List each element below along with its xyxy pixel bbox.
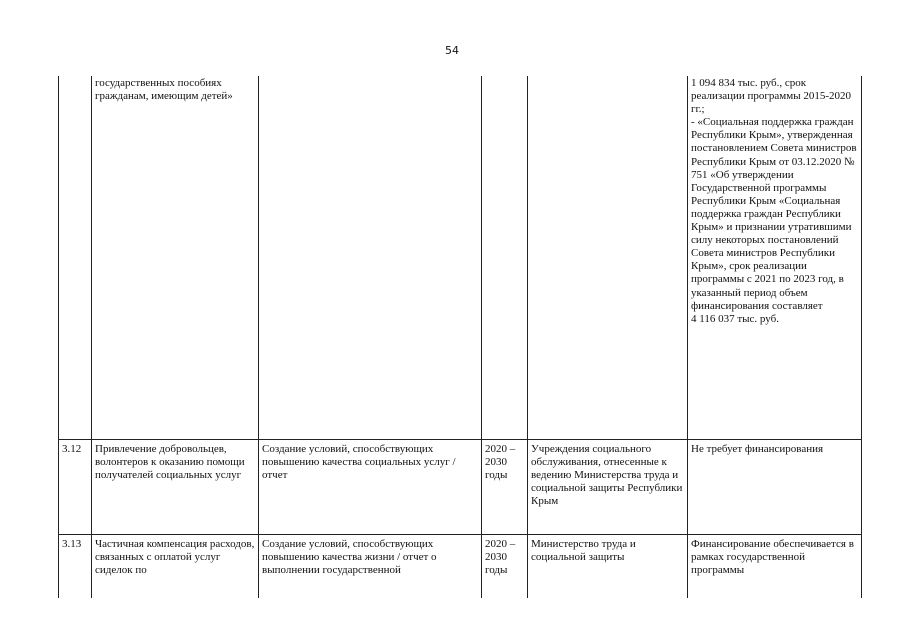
cell-executor: Учреждения социального обслуживания, отнесенные к ведению Министерства труда и социальной защиты Республики Крым bbox=[528, 440, 688, 535]
cell-num: 3.12 bbox=[59, 440, 92, 535]
cell-action: Частичная компенсация расходов, связанных с оплатой услуг сиделок по bbox=[92, 535, 259, 599]
cell-finance: 1 094 834 тыс. руб., срок реализации программы 2015-2020 гг.; - «Социальная поддержка граждан Республики Крым», утвержденная постановлением Совета министров Республики Крым от 03.12.2020 № 751 «Об утверждении Государственной программы Республики Крым «Социальная поддержка граждан Республики Крым» и признании утратившими силу некоторых постановлений Совета министров Республики Крым», срок реализации программы с 2021 по 2023 год, в указанный период объем финансирования составляет 4 116 037 тыс. руб. bbox=[688, 76, 862, 440]
table-row bbox=[59, 76, 862, 440]
cell-action: государственных пособиях гражданам, имеющим детей» bbox=[92, 76, 259, 440]
page-number: 54 bbox=[445, 44, 459, 57]
cell-num: 3.13 bbox=[59, 535, 92, 599]
cell-result bbox=[259, 76, 482, 440]
cell-term bbox=[482, 76, 528, 440]
measures-table bbox=[58, 76, 862, 598]
cell-finance: Не требует финансирования bbox=[688, 440, 862, 535]
cell-executor bbox=[528, 76, 688, 440]
cell-executor: Министерство труда и социальной защиты bbox=[528, 535, 688, 599]
cell-num bbox=[59, 76, 92, 440]
cell-action: Привлечение добровольцев, волонтеров к оказанию помощи получателей социальных услуг bbox=[92, 440, 259, 535]
cell-term: 2020 – 2030 годы bbox=[482, 535, 528, 599]
table-row bbox=[59, 440, 862, 535]
cell-result: Создание условий, способствующих повышению качества жизни / отчет о выполнении государственной bbox=[259, 535, 482, 599]
cell-result: Создание условий, способствующих повышению качества социальных услуг / отчет bbox=[259, 440, 482, 535]
table-row bbox=[59, 535, 862, 599]
cell-term: 2020 – 2030 годы bbox=[482, 440, 528, 535]
cell-finance: Финансирование обеспечивается в рамках государственной программы bbox=[688, 535, 862, 599]
